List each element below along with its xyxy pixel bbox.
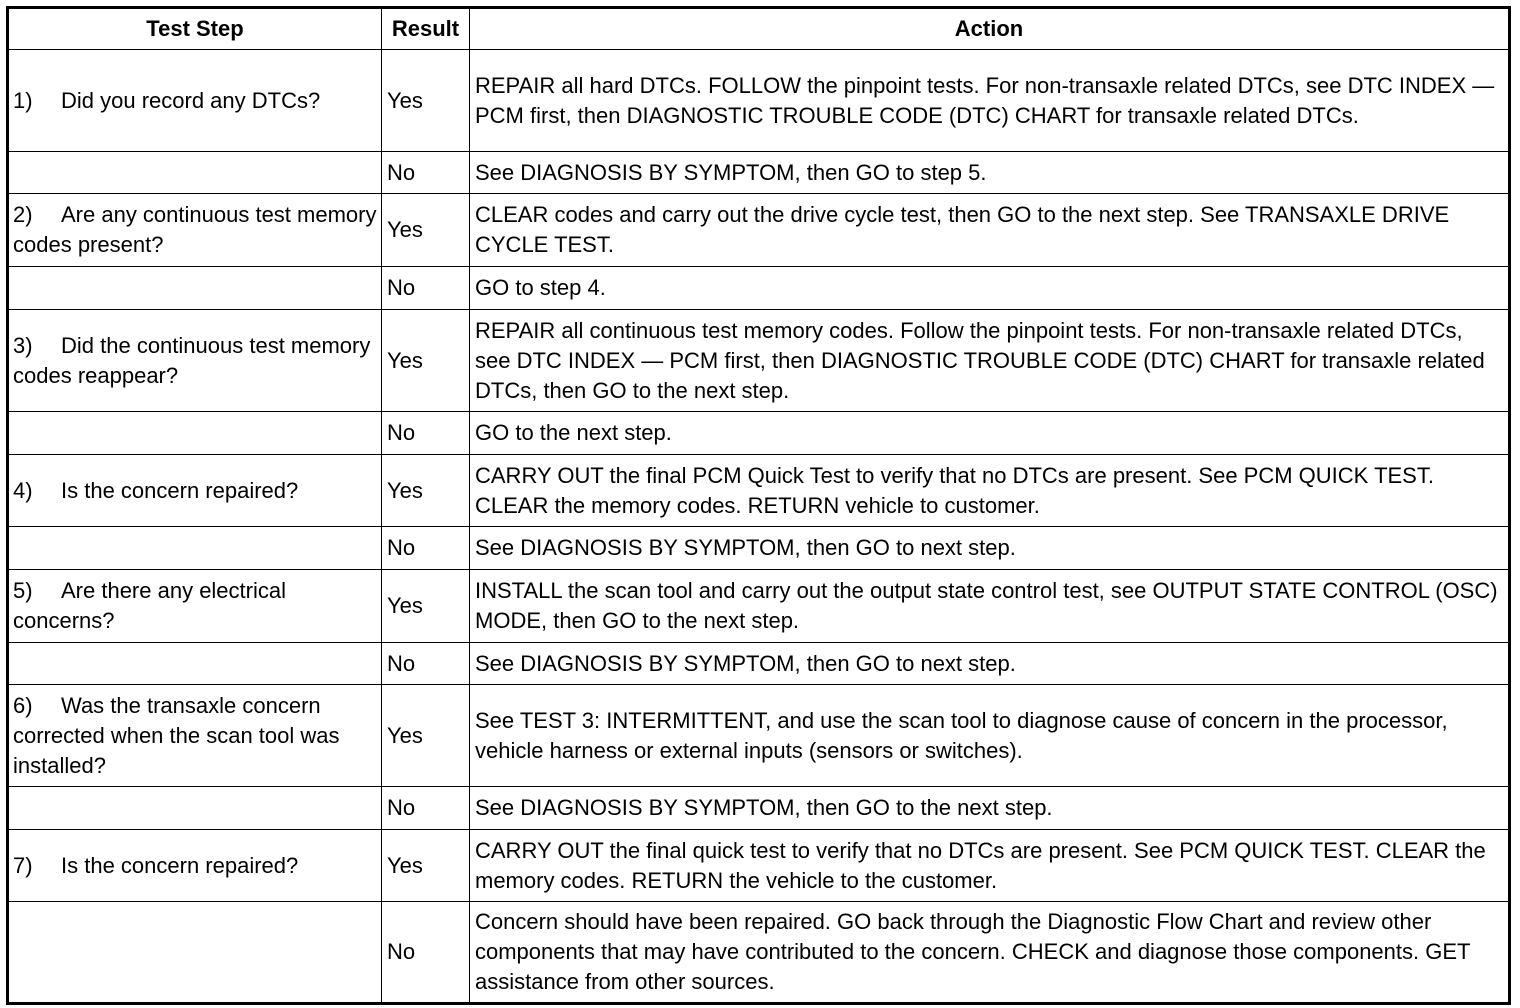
header-result: Result: [382, 8, 470, 50]
step-number: 6): [13, 692, 33, 718]
table-row: [8, 310, 1510, 412]
header-action: Action: [470, 8, 1510, 50]
result-cell: No: [382, 267, 470, 310]
action-cell: GO to the next step.: [470, 412, 1510, 455]
test-step-cell: [8, 787, 382, 830]
test-step-cell: [8, 50, 382, 152]
result-cell: Yes: [382, 310, 470, 412]
action-cell: INSTALL the scan tool and carry out the output state control test, see OUTPUT STATE CONTROL (OSC) MODE, then GO to the next step.: [470, 570, 1510, 643]
step-number: 4): [13, 477, 33, 503]
step-number: 2): [13, 202, 33, 227]
step-question: Did the continuous test memory codes reappear?: [13, 332, 371, 388]
test-step-cell: [8, 455, 382, 527]
table-row: [8, 787, 1510, 830]
action-cell: Concern should have been repaired. GO back through the Diagnostic Flow Chart and review other components that may have contributed to the concern. CHECK and diagnose those components. GET assistance from other sources.: [470, 902, 1510, 1004]
test-step-cell: [8, 902, 382, 1004]
table-row: [8, 570, 1510, 643]
result-cell: Yes: [382, 194, 470, 267]
step-question: Was the transaxle concern corrected when the scan tool was installed?: [13, 692, 340, 778]
result-cell: No: [382, 643, 470, 685]
action-cell: REPAIR all continuous test memory codes. Follow the pinpoint tests. For non-transaxle related DTCs, see DTC INDEX — PCM first, then DIAGNOSTIC TROUBLE CODE (DTC) CHART for transaxle related DTCs, then GO to the next step.: [470, 310, 1510, 412]
step-number: 5): [13, 578, 33, 603]
test-step-cell: [8, 643, 382, 685]
result-cell: No: [382, 412, 470, 455]
result-cell: No: [382, 902, 470, 1004]
action-cell: GO to step 4.: [470, 267, 1510, 310]
result-cell: No: [382, 527, 470, 570]
action-cell: See TEST 3: INTERMITTENT, and use the scan tool to diagnose cause of concern in the processor, vehicle harness or external inputs (sensors or switches).: [470, 685, 1510, 787]
table-row: [8, 152, 1510, 194]
table-row: [8, 643, 1510, 685]
table-row: [8, 902, 1510, 1004]
step-number: 7): [13, 852, 33, 878]
result-cell: Yes: [382, 570, 470, 643]
test-step-cell: [8, 412, 382, 455]
test-step-cell: [8, 830, 382, 902]
result-cell: No: [382, 152, 470, 194]
test-step-cell: [8, 570, 382, 643]
table-row: [8, 412, 1510, 455]
result-cell: No: [382, 787, 470, 830]
action-cell: CLEAR codes and carry out the drive cycle test, then GO to the next step. See TRANSAXLE DRIVE CYCLE TEST.: [470, 194, 1510, 267]
test-step-cell: [8, 527, 382, 570]
test-step-cell: [8, 310, 382, 412]
action-cell: See DIAGNOSIS BY SYMPTOM, then GO to the next step.: [470, 787, 1510, 830]
action-cell: REPAIR all hard DTCs. FOLLOW the pinpoint tests. For non-transaxle related DTCs, see DTC INDEX — PCM first, then DIAGNOSTIC TROUBLE CODE (DTC) CHART for transaxle related DTCs.: [470, 50, 1510, 152]
action-cell: See DIAGNOSIS BY SYMPTOM, then GO to next step.: [470, 527, 1510, 570]
action-cell: CARRY OUT the final PCM Quick Test to verify that no DTCs are present. See PCM QUICK TEST. CLEAR the memory codes. RETURN vehicle to customer.: [470, 455, 1510, 527]
step-question: Is the concern repaired?: [61, 477, 299, 503]
step-number: 1): [13, 87, 33, 113]
table-row: [8, 194, 1510, 267]
test-step-cell: [8, 685, 382, 787]
table-row: [8, 455, 1510, 527]
step-question: Is the concern repaired?: [61, 852, 299, 878]
step-question: Did you record any DTCs?: [61, 87, 321, 113]
step-question: Are any continuous test memory codes present?: [13, 202, 377, 257]
result-cell: Yes: [382, 830, 470, 902]
table-row: [8, 685, 1510, 787]
action-cell: See DIAGNOSIS BY SYMPTOM, then GO to next step.: [470, 643, 1510, 685]
action-cell: CARRY OUT the final quick test to verify that no DTCs are present. See PCM QUICK TEST. CLEAR the memory codes. RETURN the vehicle to the customer.: [470, 830, 1510, 902]
step-question: Are there any electrical concerns?: [13, 578, 286, 633]
test-step-cell: [8, 267, 382, 310]
table-row: [8, 527, 1510, 570]
table-row: [8, 830, 1510, 902]
step-number: 3): [13, 332, 33, 358]
diagnostic-table: [6, 6, 1511, 1005]
table-row: [8, 267, 1510, 310]
result-cell: Yes: [382, 50, 470, 152]
action-cell: See DIAGNOSIS BY SYMPTOM, then GO to step 5.: [470, 152, 1510, 194]
table-row: [8, 50, 1510, 152]
header-test-step: Test Step: [8, 8, 382, 50]
test-step-cell: [8, 194, 382, 267]
result-cell: Yes: [382, 685, 470, 787]
test-step-cell: [8, 152, 382, 194]
result-cell: Yes: [382, 455, 470, 527]
header-row: [8, 8, 1510, 50]
